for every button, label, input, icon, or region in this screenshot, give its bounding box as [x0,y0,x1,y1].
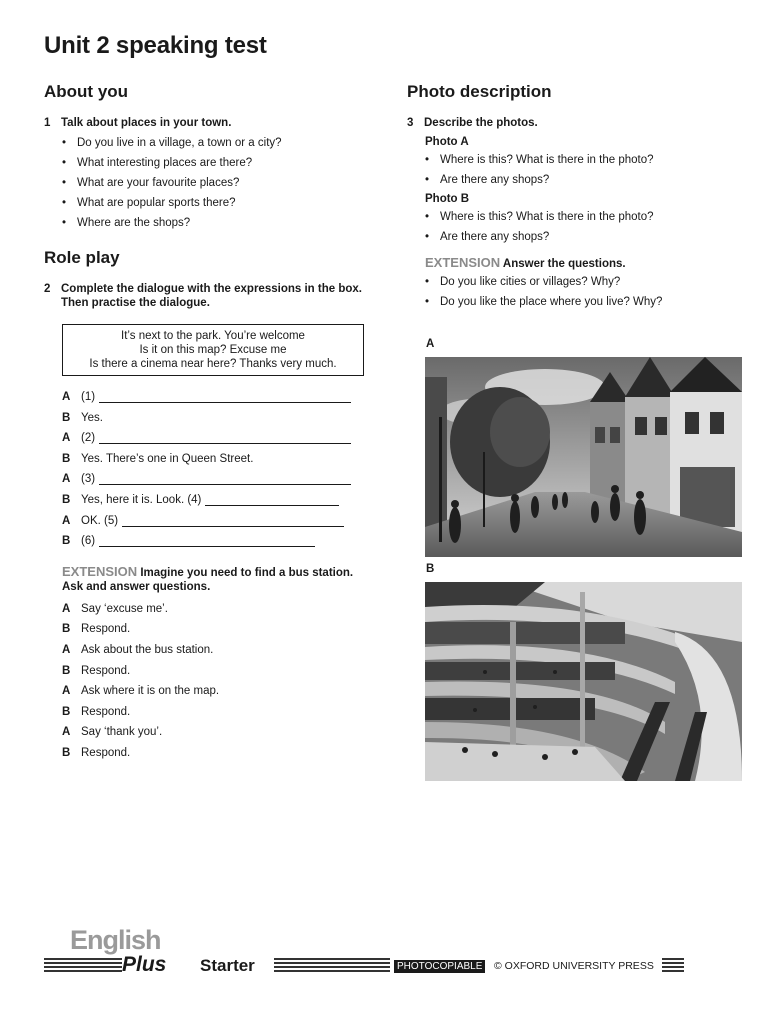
list-item: • Do you live in a village, a town or a city? [61,136,374,156]
dialogue-line [62,622,374,643]
extension-label: EXTENSION [425,255,501,270]
dialogue-text: Ask where it is on the map. [81,685,220,698]
dialogue-text: Respond. [81,623,131,636]
speaker: B [62,452,71,465]
task-1 [44,116,374,130]
publisher-credit: © OXFORD UNIVERSITY PRESS [494,960,654,972]
speaker: A [62,726,71,739]
extension-label: EXTENSION [62,563,138,579]
extension-text: Imagine you need to find a bus station. Ask and answer questions. [62,566,354,593]
dialogue-text: (6) [81,535,96,548]
task-instruction: Describe the photos. [424,117,538,129]
expressions-line: Is there a cinema near here? Thanks very much. [89,358,337,370]
dialogue-text: Say ‘thank you’. [81,726,163,739]
speaker: B [62,623,71,636]
dialogue-line [62,493,374,514]
expressions-box [62,324,364,376]
task-number: 1 [44,117,51,129]
dialogue-text: Yes. There’s one in Queen Street. [81,452,254,465]
speaker: B [62,535,71,548]
extension-instruction [425,256,752,271]
photocopiable-badge: PHOTOCOPIABLE [394,960,485,973]
dialogue-line [62,705,374,726]
photo-b-questions [424,210,752,250]
answer-blank[interactable] [205,493,339,506]
dialogue-text: (1) [81,391,96,403]
dialogue-line [62,534,374,555]
list-item: • Where are the shops? [61,216,374,236]
dialogue-text: (2) [81,432,96,445]
photo-description-heading: Photo description [407,82,552,101]
list-item: • Do you like cities or villages? Why? [424,275,752,295]
dialogue-line [62,602,374,623]
footer-stripes-right [662,958,684,973]
extension-instruction [62,565,374,594]
logo-stripes-left [44,958,122,973]
answer-blank[interactable] [99,534,315,547]
speaker: A [62,643,71,656]
dialogue-text: Ask about the bus station. [81,643,214,656]
dialogue-line [62,411,374,432]
speaker: B [62,493,71,506]
photo-a-street [425,357,742,557]
footer-stripes-middle [274,958,390,973]
extension-questions [424,275,752,315]
speaker: A [62,602,71,615]
speaker: B [62,705,71,718]
dialogue-line [62,452,374,473]
expressions-line: Is it on this map? Excuse me [139,344,287,356]
role-play-heading: Role play [44,248,120,267]
speaker: A [62,391,71,403]
logo-plus: Plus [122,953,167,976]
dialogue-line [62,431,374,452]
photo-a-heading: Photo A [425,136,469,148]
dialogue-line [62,746,374,767]
list-item: • Are there any shops? [424,173,752,193]
about-you-questions [61,136,374,236]
speaker: A [62,685,71,698]
photo-b-heading: Photo B [425,193,470,205]
about-you-heading: About you [44,82,129,101]
task-3 [407,116,752,130]
dialogue-text: Yes. [81,411,103,424]
dialogue-line [62,643,374,664]
logo-starter: Starter [200,956,255,975]
dialogue-text: Respond. [81,664,131,677]
task-instruction: Complete the dialogue with the expressions in the box. Then practise the dialogue. [61,283,362,309]
dialogue-text: Say ‘excuse me’. [81,602,168,615]
speaker: A [62,514,71,527]
speaker: B [62,746,71,759]
list-item: • Where is this? What is there in the photo? [424,210,752,230]
photo-a-label: A [426,338,435,350]
answer-blank[interactable] [99,472,351,485]
extension-dialogue [62,602,374,767]
dialogue-text: (3) [81,473,96,486]
dialogue-text: OK. (5) [81,514,119,527]
task-instruction: Talk about places in your town. [61,117,232,129]
left-column [44,82,374,767]
task-2 [44,282,374,310]
dialogue-text: Respond. [81,746,131,759]
dialogue-line [62,664,374,685]
footer [44,925,686,980]
task-number: 2 [44,283,51,295]
list-item: • What are popular sports there? [61,196,374,216]
answer-blank[interactable] [99,390,351,403]
speaker: B [62,411,71,424]
photo-b-label: B [426,563,435,575]
logo-english: English [70,925,161,955]
task-number: 3 [407,117,414,129]
list-item: • Do you like the place where you live? Why? [424,295,752,315]
list-item: • Where is this? What is there in the photo? [424,153,752,173]
dialogue [62,390,374,555]
extension-text: Answer the questions. [502,258,626,270]
photo-a-questions [424,153,752,193]
photo-b-mall [425,582,742,781]
speaker: A [62,432,71,445]
expressions-line: It’s next to the park. You’re welcome [121,330,305,342]
right-column [407,82,752,315]
dialogue-line [62,472,374,493]
answer-blank[interactable] [99,431,351,444]
speaker: A [62,473,71,486]
dialogue-text: Respond. [81,705,131,718]
page-title: Unit 2 speaking test [44,32,267,59]
list-item: • Are there any shops? [424,230,752,250]
list-item: • What interesting places are there? [61,156,374,176]
answer-blank[interactable] [122,514,344,527]
dialogue-text: Yes, here it is. Look. (4) [81,493,202,506]
dialogue-line [62,725,374,746]
dialogue-line [62,684,374,705]
speaker: B [62,664,71,677]
list-item: • What are your favourite places? [61,176,374,196]
dialogue-line [62,390,374,411]
dialogue-line [62,514,374,535]
